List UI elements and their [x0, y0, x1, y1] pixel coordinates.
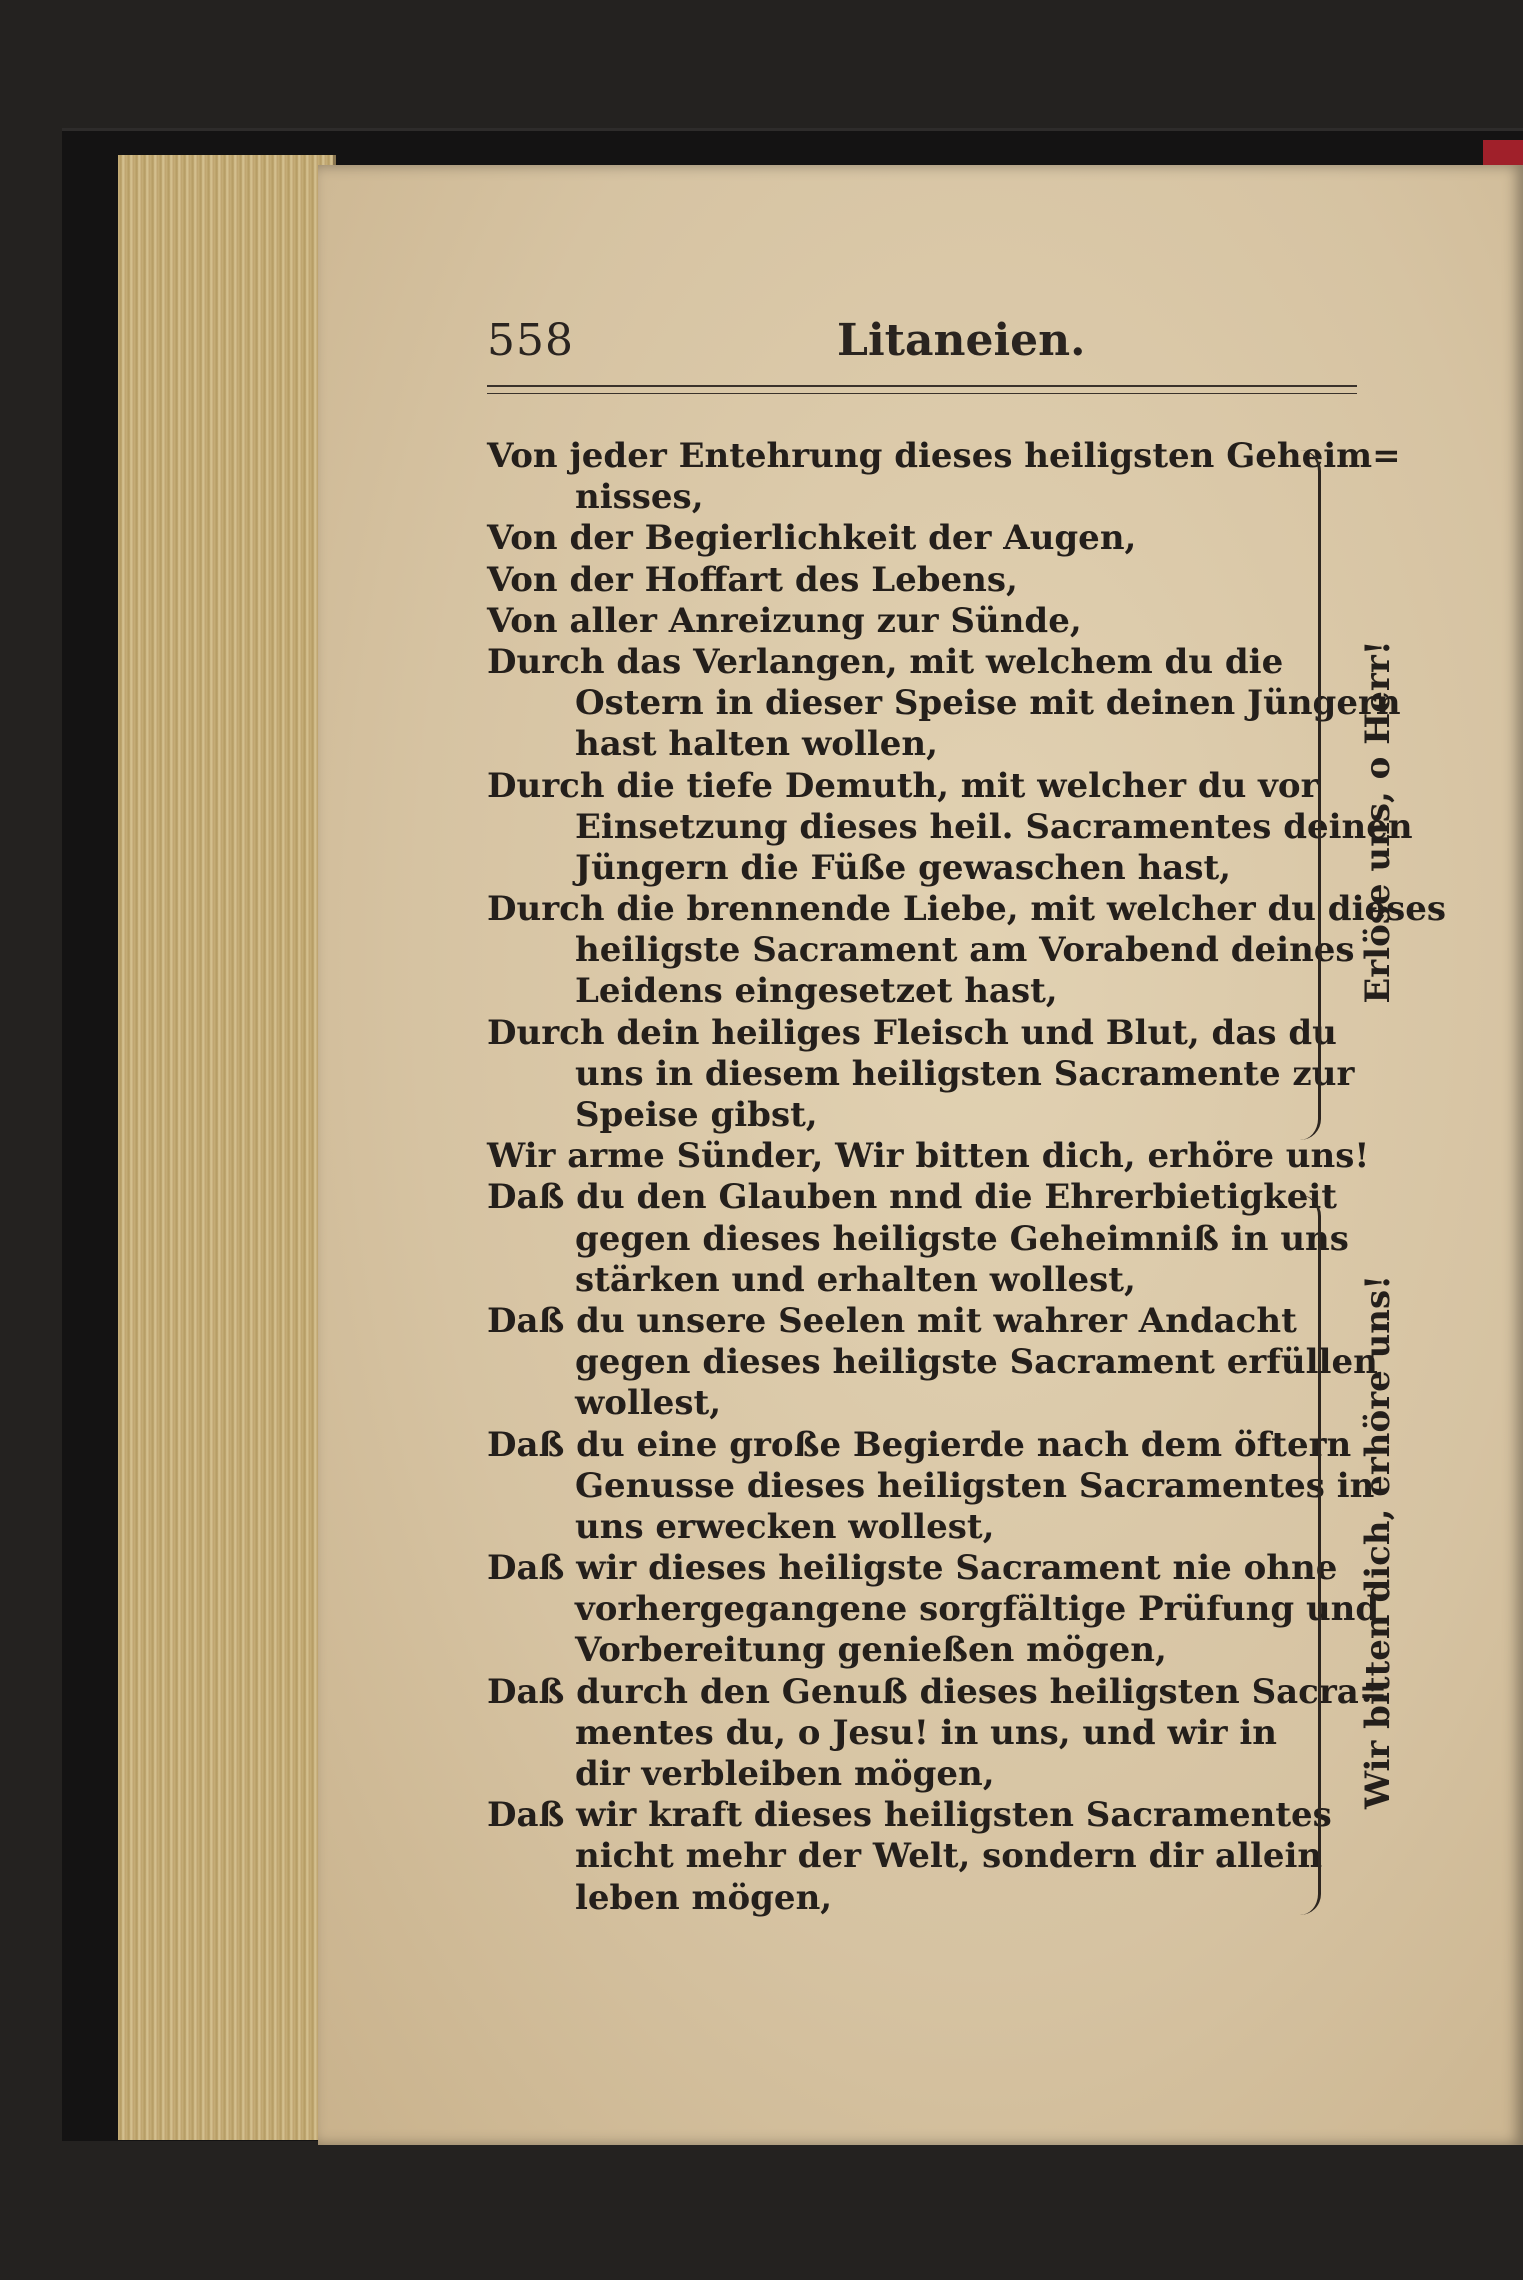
page-header	[487, 315, 1357, 375]
page-number: 558	[487, 315, 574, 366]
litany-line: Einsetzung dieses heil. Sacramentes deinen	[575, 806, 1413, 847]
litany-line: nisses,	[575, 477, 704, 518]
litany-line: uns in diesem heiligsten Sacramente zur	[575, 1053, 1355, 1094]
litany-line: Durch die brennende Liebe, mit welcher du dieses	[487, 889, 1447, 930]
litany-line: Von aller Anreizung zur Sünde,	[487, 600, 1082, 641]
header-rule	[487, 385, 1357, 394]
litany-line: uns erwecken wollest,	[575, 1506, 995, 1547]
litany-line: wollest,	[575, 1383, 722, 1424]
litany-line: vorhergegangene sorgfältige Prüfung und	[575, 1589, 1380, 1630]
litany-line: Daß wir kraft dieses heiligsten Sacramentes	[487, 1795, 1332, 1836]
litany-line: Vorbereitung genießen mögen,	[575, 1630, 1167, 1671]
litany-line: Genusse dieses heiligsten Sacramentes in	[575, 1465, 1375, 1506]
litany-line: Durch das Verlangen, mit welchem du die	[487, 641, 1284, 682]
brace-2	[1300, 1195, 1321, 1915]
litany-line: dir verbleiben mögen,	[575, 1754, 995, 1794]
litany-line: Daß du den Glauben nnd die Ehrerbietigkeit	[487, 1177, 1337, 1218]
litany-line: gegen dieses heiligste Geheimniß in uns	[575, 1218, 1349, 1259]
litany-line: Von der Begierlichkeit der Augen,	[487, 518, 1137, 559]
litany-line: nicht mehr der Welt, sondern dir allein	[575, 1836, 1323, 1877]
litany-line: Daß wir dieses heiligste Sacrament nie ohne	[487, 1548, 1338, 1589]
litany-line: Leidens eingesetzet hast,	[575, 971, 1058, 1012]
litany-line: Daß du unsere Seelen mit wahrer Andacht	[487, 1300, 1297, 1341]
running-title: Litaneien.	[837, 315, 1086, 366]
litany-line: Wir arme Sünder, Wir bitten dich, erhöre uns!	[487, 1136, 1370, 1177]
litany-line: mentes du, o Jesu! in uns, und wir in	[575, 1712, 1278, 1753]
litany-line: Durch die tiefe Demuth, mit welcher du vor	[487, 765, 1319, 806]
litany-line: Von der Hoffart des Lebens,	[487, 559, 1018, 600]
litany-line: Daß du eine große Begierde nach dem öftern	[487, 1424, 1352, 1465]
litany-line: Von jeder Entehrung dieses heiligsten Geheim=	[487, 436, 1401, 476]
page-edges	[118, 155, 336, 2140]
litany-line: Speise gibst,	[575, 1095, 818, 1135]
litany-line: hast halten wollen,	[575, 724, 938, 765]
litany-line: Ostern in dieser Speise mit deinen Jüngern	[575, 683, 1401, 724]
brace-1	[1300, 450, 1321, 1140]
response-1: Erlöse uns, o Herr!	[1358, 640, 1398, 1004]
litany-line: stärken und erhalten wollest,	[575, 1259, 1136, 1300]
litany-line: Jüngern die Füße gewaschen hast,	[575, 847, 1232, 888]
litany-line: Durch dein heiliges Fleisch und Blut, das du	[487, 1012, 1337, 1053]
litany-line: leben mögen,	[575, 1877, 833, 1918]
response-2: Wir bitten dich, erhöre uns!	[1358, 1274, 1398, 1810]
litany-line: Daß durch den Genuß dieses heiligsten Sacra=	[487, 1671, 1388, 1712]
litany-line: gegen dieses heiligste Sacrament erfüllen	[575, 1342, 1378, 1383]
litany-line: heiligste Sacrament am Vorabend deines	[575, 930, 1355, 971]
